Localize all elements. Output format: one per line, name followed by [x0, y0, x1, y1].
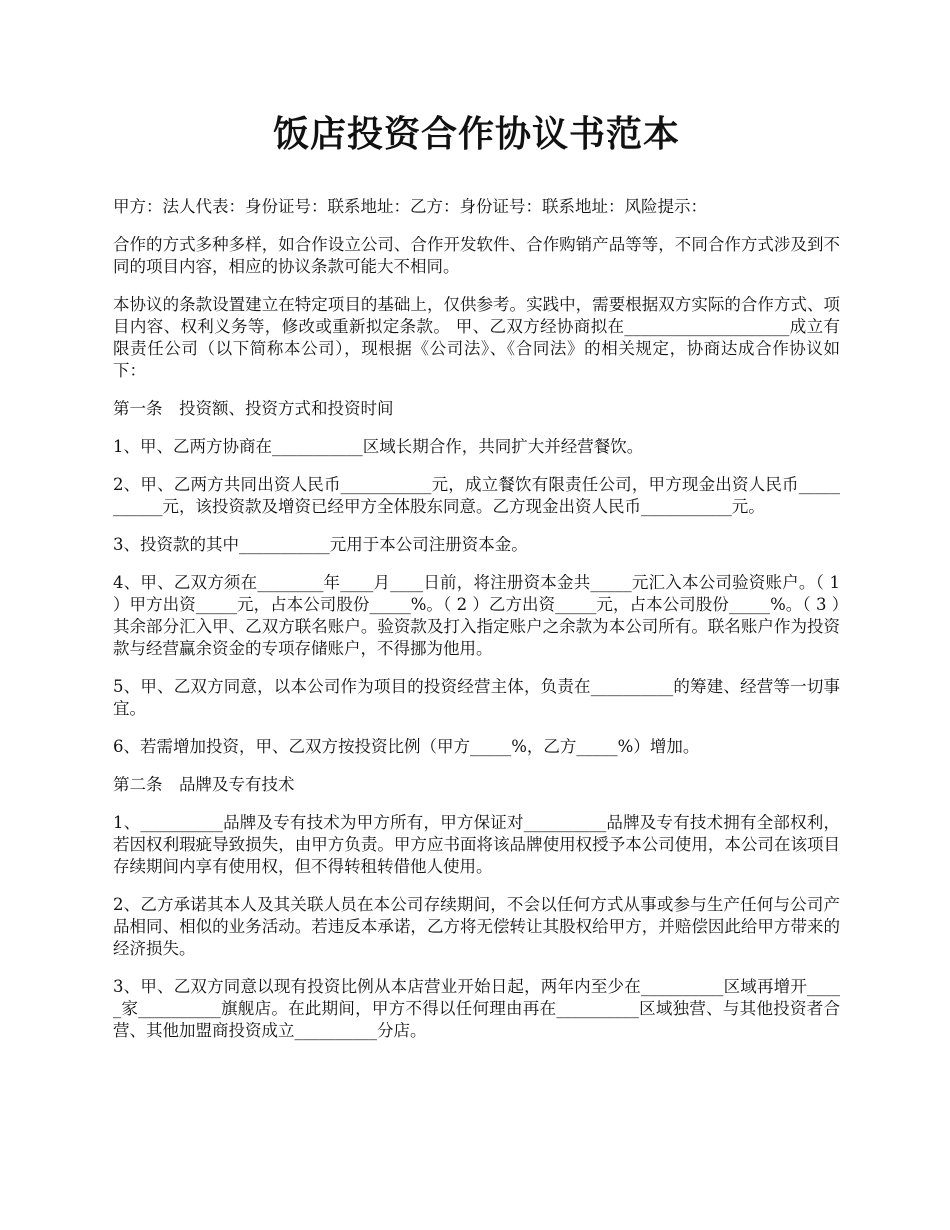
- article-1-clause-3: 3、投资款的其中___________元用于本公司注册资本金。: [113, 535, 528, 554]
- article-1-clause-6: 6、若需增加投资，甲、乙双方按投资比例（甲方_____%，乙方_____%）增加。: [113, 737, 700, 756]
- article-1-clause-5: 5、甲、乙双方同意，以本公司作为项目的投资经营主体，负责在__________的筹建、经营等一切事宜。: [113, 677, 840, 718]
- article-1-clause-2: 2、甲、乙两方共同出资人民币___________元，成立餐饮有限责任公司，甲方现金出资人民币___________元，该投资款及增资已经甲方全体股东同意。乙方现金出资人民币___________元。: [113, 475, 840, 516]
- article-2-clause-3: 3、甲、乙双方同意以现有投资比例从本店营业开始日起，两年内至少在__________区域再增开_____家__________旗舰店。在此期间，甲方不得以任何理由再在__________区域独营、与其他投资者合营、其他加盟商投资成立__________分店。: [113, 977, 840, 1040]
- risk-note-paragraph: 合作的方式多种多样，如合作设立公司、合作开发软件、合作购销产品等等，不同合作方式涉及到不同的项目内容，相应的协议条款可能大不相同。: [113, 235, 840, 276]
- article-1-clause-4: 4、甲、乙双方须在________年____月____日前，将注册资本金共_____元汇入本公司验资账户。（ 1 ）甲方出资_____元，占本公司股份_____%。（ 2 ）乙方出资_____元，占本公司股份_____%。（ 3 ）其余部分汇入甲、乙双方联名账户。验资款及打入指定账户之余款为本公司所有。联名账户作为投资款与经营赢余资金的专项存储账户，不得挪为他用。: [113, 573, 840, 658]
- document-title: 饭店投资合作协议书范本: [272, 113, 680, 155]
- article-1-heading: 第一条 投资额、投资方式和投资时间: [113, 399, 394, 418]
- article-1-clause-1: 1、甲、乙两方协商在___________区域长期合作，共同扩大并经营餐饮。: [113, 437, 644, 456]
- preamble-paragraph: 本协议的条款设置建立在特定项目的基础上，仅供参考。实践中，需要根据双方实际的合作方式、项目内容、权利义务等，修改或重新拟定条款。 甲、乙双方经协商拟在____________________成立有限责任公司（以下简称本公司），现根据《公司法》、《合同法》的相关规定，协商达成合作协议如下：: [113, 295, 840, 380]
- article-2-clause-2: 2、乙方承诺其本人及其关联人员在本公司存续期间，不会以任何方式从事或参与生产任何与公司产品相同、相似的业务活动。若违反本承诺，乙方将无偿转让其股权给甲方，并赔偿因此给甲方带来的经济损失。: [113, 895, 840, 958]
- article-2-heading: 第二条 品牌及专有技术: [113, 775, 295, 794]
- article-2-clause-1: 1、__________品牌及专有技术为甲方所有，甲方保证对__________品牌及专有技术拥有全部权利，若因权利瑕疵导致损失，由甲方负责。甲方应书面将该品牌使用权授予本公司使用，本公司在该项目存续期间内享有使用权，但不得转租转借他人使用。: [113, 813, 840, 876]
- party-info: 甲方：法人代表：身份证号：联系地址：乙方：身份证号：联系地址：风险提示：: [113, 197, 707, 216]
